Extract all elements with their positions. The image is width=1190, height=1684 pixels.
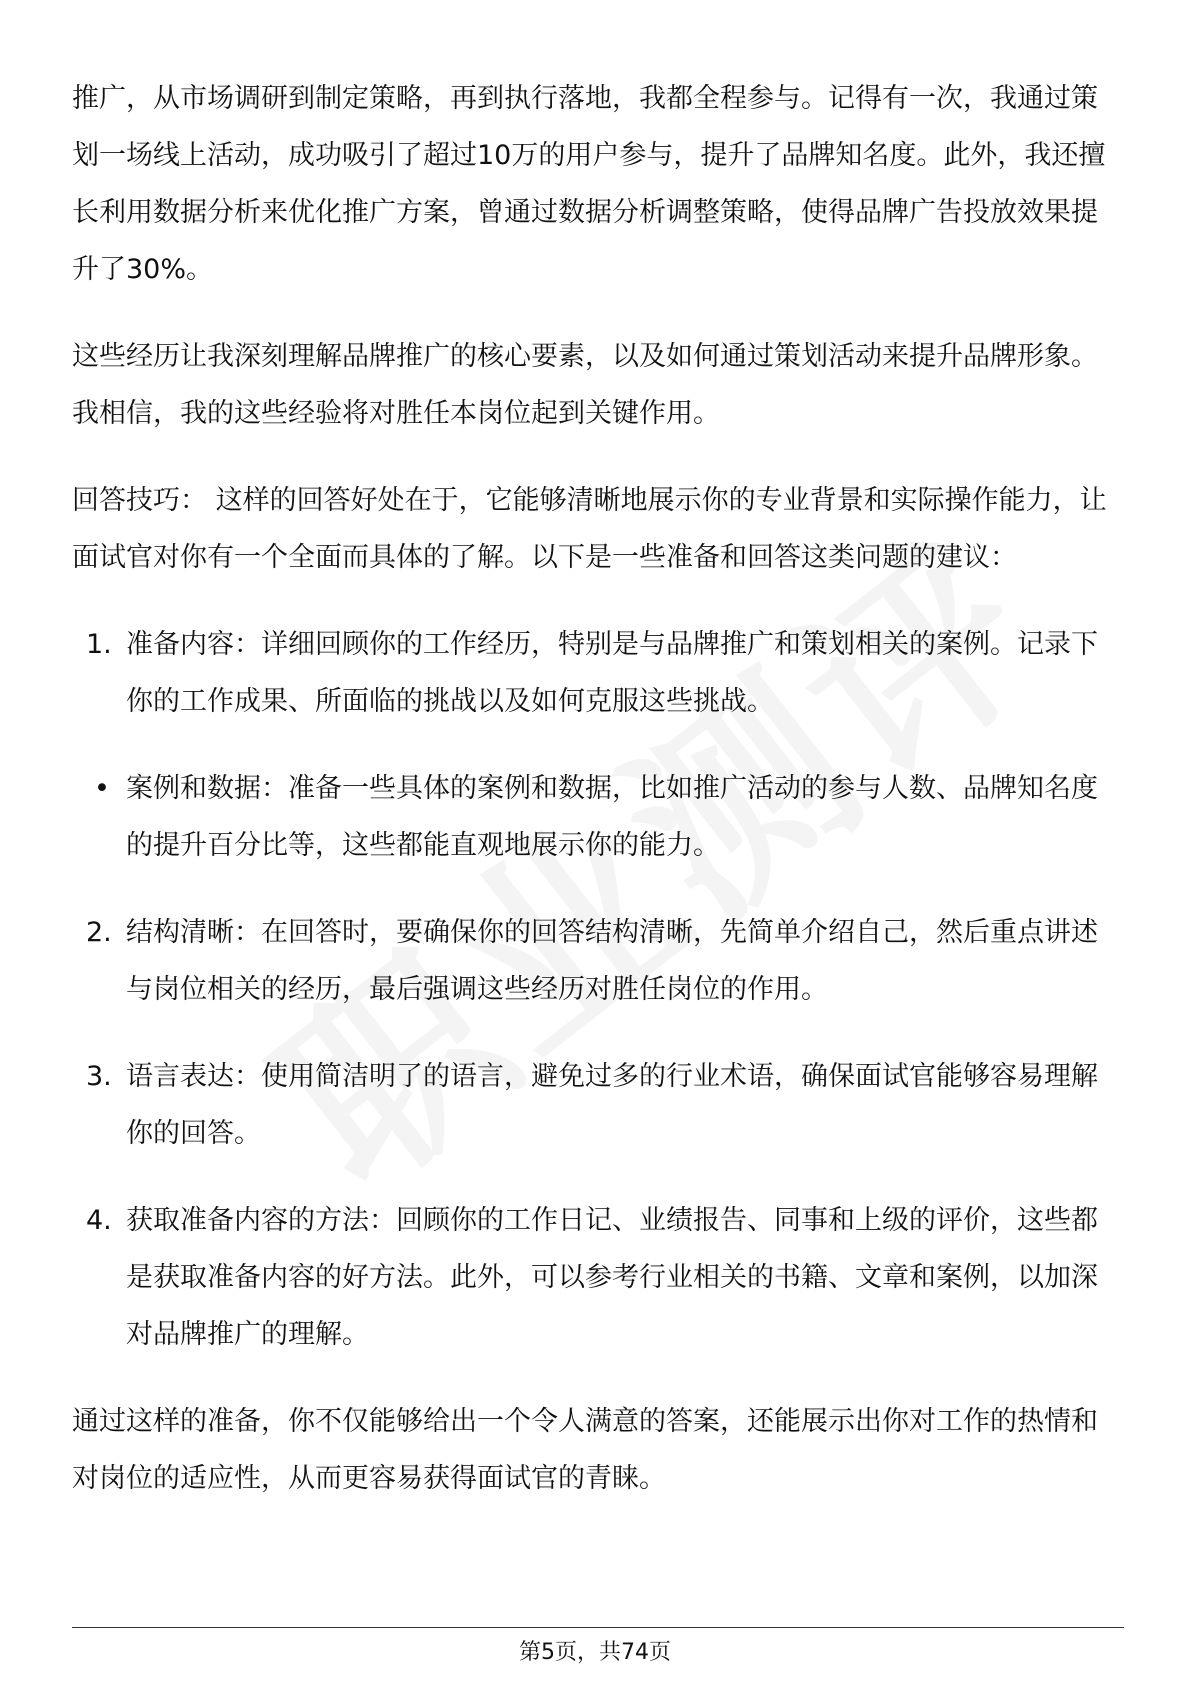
list-item-text: 案例和数据：准备一些具体的案例和数据，比如推广活动的参与人数、品牌知名度的提升百分比等，这些都能直观地展示你的能力。: [126, 773, 1098, 861]
list-marker: 2.: [86, 917, 112, 948]
list-item: [72, 616, 1122, 730]
paragraph-experience: 推广，从市场调研到制定策略，再到执行落地，我都全程参与。记得有一次，我通过策划一场线上活动，成功吸引了超过10万的用户参与，提升了品牌知名度。此外，我还擅长利用数据分析来优化推广方案，曾通过数据分析调整策略，使得品牌广告投放效果提升了30%。: [72, 83, 1106, 285]
list-item-text: 语言表达：使用简洁明了的语言，避免过多的行业术语，确保面试官能够容易理解你的回答。: [126, 1061, 1098, 1149]
list-item: [72, 760, 1122, 874]
list-item-text: 结构清晰：在回答时，要确保你的回答结构清晰，先简单介绍自己，然后重点讲述与岗位相关的经历，最后强调这些经历对胜任岗位的作用。: [126, 917, 1098, 1005]
list-item: [72, 904, 1122, 1018]
page-number: 第5页，共74页: [519, 1640, 671, 1665]
footer-divider: [72, 1627, 1124, 1628]
page-content: [72, 70, 1122, 1537]
tips-list: [72, 616, 1122, 1363]
list-item-text: 准备内容：详细回顾你的工作经历，特别是与品牌推广和策划相关的案例。记录下你的工作成果、所面临的挑战以及如何克服这些挑战。: [126, 629, 1098, 717]
list-marker: 4.: [86, 1205, 112, 1236]
list-marker: 3.: [86, 1061, 112, 1092]
bullet-icon: •: [94, 773, 110, 804]
paragraph-answer-tips: 回答技巧： 这样的回答好处在于，它能够清晰地展示你的专业背景和实际操作能力，让面试官对你有一个全面而具体的了解。以下是一些准备和回答这类问题的建议：: [72, 485, 1107, 573]
list-item-text: 获取准备内容的方法：回顾你的工作日记、业绩报告、同事和上级的评价，这些都是获取准备内容的好方法。此外，可以参考行业相关的书籍、文章和案例，以加深对品牌推广的理解。: [126, 1205, 1098, 1350]
paragraph-summary: 这些经历让我深刻理解品牌推广的核心要素，以及如何通过策划活动来提升品牌形象。我相信，我的这些经验将对胜任本岗位起到关键作用。: [72, 341, 1098, 429]
paragraph-conclusion: 通过这样的准备，你不仅能够给出一个令人满意的答案，还能展示出你对工作的热情和对岗位的适应性，从而更容易获得面试官的青睐。: [72, 1406, 1098, 1494]
list-item: [72, 1048, 1122, 1162]
list-item: [72, 1192, 1122, 1363]
list-marker: 1.: [86, 629, 112, 660]
